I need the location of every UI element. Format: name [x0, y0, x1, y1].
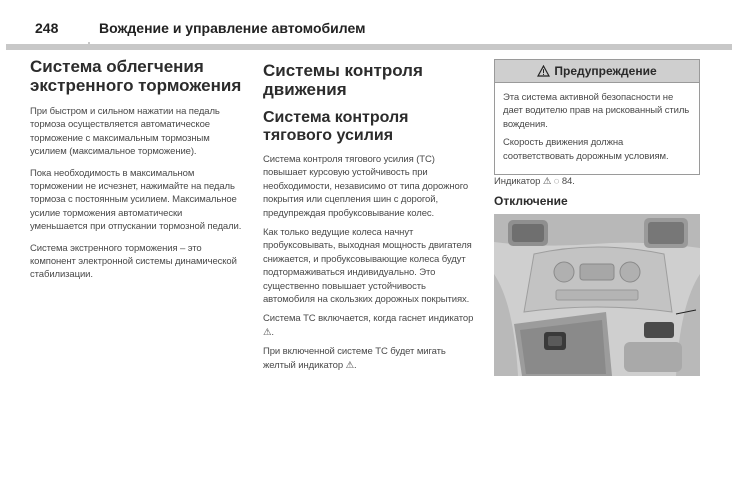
warning-label: Предупреждение: [554, 64, 657, 78]
indicator-reference: Индикатор ⚠ ◌ 84.: [494, 176, 575, 188]
section-title-emergency-braking: Система облегчения экстренного торможения: [30, 57, 242, 95]
paragraph: Система экстренного торможения – это компонент электронной системы динамической стабилизации.: [30, 242, 237, 281]
paragraph: При быстром и сильном нажатии на педаль тормоза осуществляется автоматическое торможение с максимальным тормозным усилием (максимальное торможение).: [30, 106, 220, 158]
chapter-title: Вождение и управление автомобилем: [99, 20, 366, 36]
column-traction-control: [263, 55, 478, 378]
warning-box: [494, 59, 700, 175]
warning-paragraph: Эта система активной безопасности не дает водителю прав на рискованный стиль вождения.: [503, 92, 690, 130]
subheading-disable: Отключение: [494, 194, 568, 209]
paragraph: При включенной системе TC будет мигать желтый индикатор ⚠.: [263, 346, 446, 371]
paragraph: Система TC включается, когда гаснет индикатор ⚠.: [263, 313, 474, 338]
header-rule-tick: [88, 42, 90, 50]
warning-triangle-icon: [537, 65, 550, 77]
section-title-traction-systems: Системы контроля движения: [263, 61, 423, 99]
warning-paragraph: Скорость движения должна соответствовать дорожным условиям.: [503, 137, 669, 162]
paragraph: Как только ведущие колеса начнут пробуксовывать, выходная мощность двигателя снижается, и пробуксовывающие колеса будут подтормаживаться индивидуально. Это существенно повышает устойчивость автомобиля на скользких дорожных покрытиях.: [263, 227, 472, 306]
column-warning: [494, 55, 700, 376]
warning-body: [495, 83, 699, 174]
page-number: 248: [35, 20, 59, 36]
page-header: [6, 6, 736, 50]
warning-header: [495, 60, 699, 83]
center-console-photo: [494, 214, 700, 376]
subsection-title-traction-control: Система контроля тягового усилия: [263, 109, 409, 144]
paragraph: Пока необходимость в максимальном торможении не исчезнет, нажимайте на педаль тормоза с постоянным усилием. Максимальное усилие торможения автоматически уменьшается при отпускании тормозной педали.: [30, 167, 242, 233]
paragraph: Система контроля тягового усилия (TC) повышает курсовую устойчивость при необходимости, независимо от типа дорожного покрытия или сцепления шин с дорогой, предупреждая пробуксовывание колес.: [263, 154, 469, 219]
column-emergency-braking: [30, 55, 242, 290]
header-rule: [6, 44, 732, 50]
